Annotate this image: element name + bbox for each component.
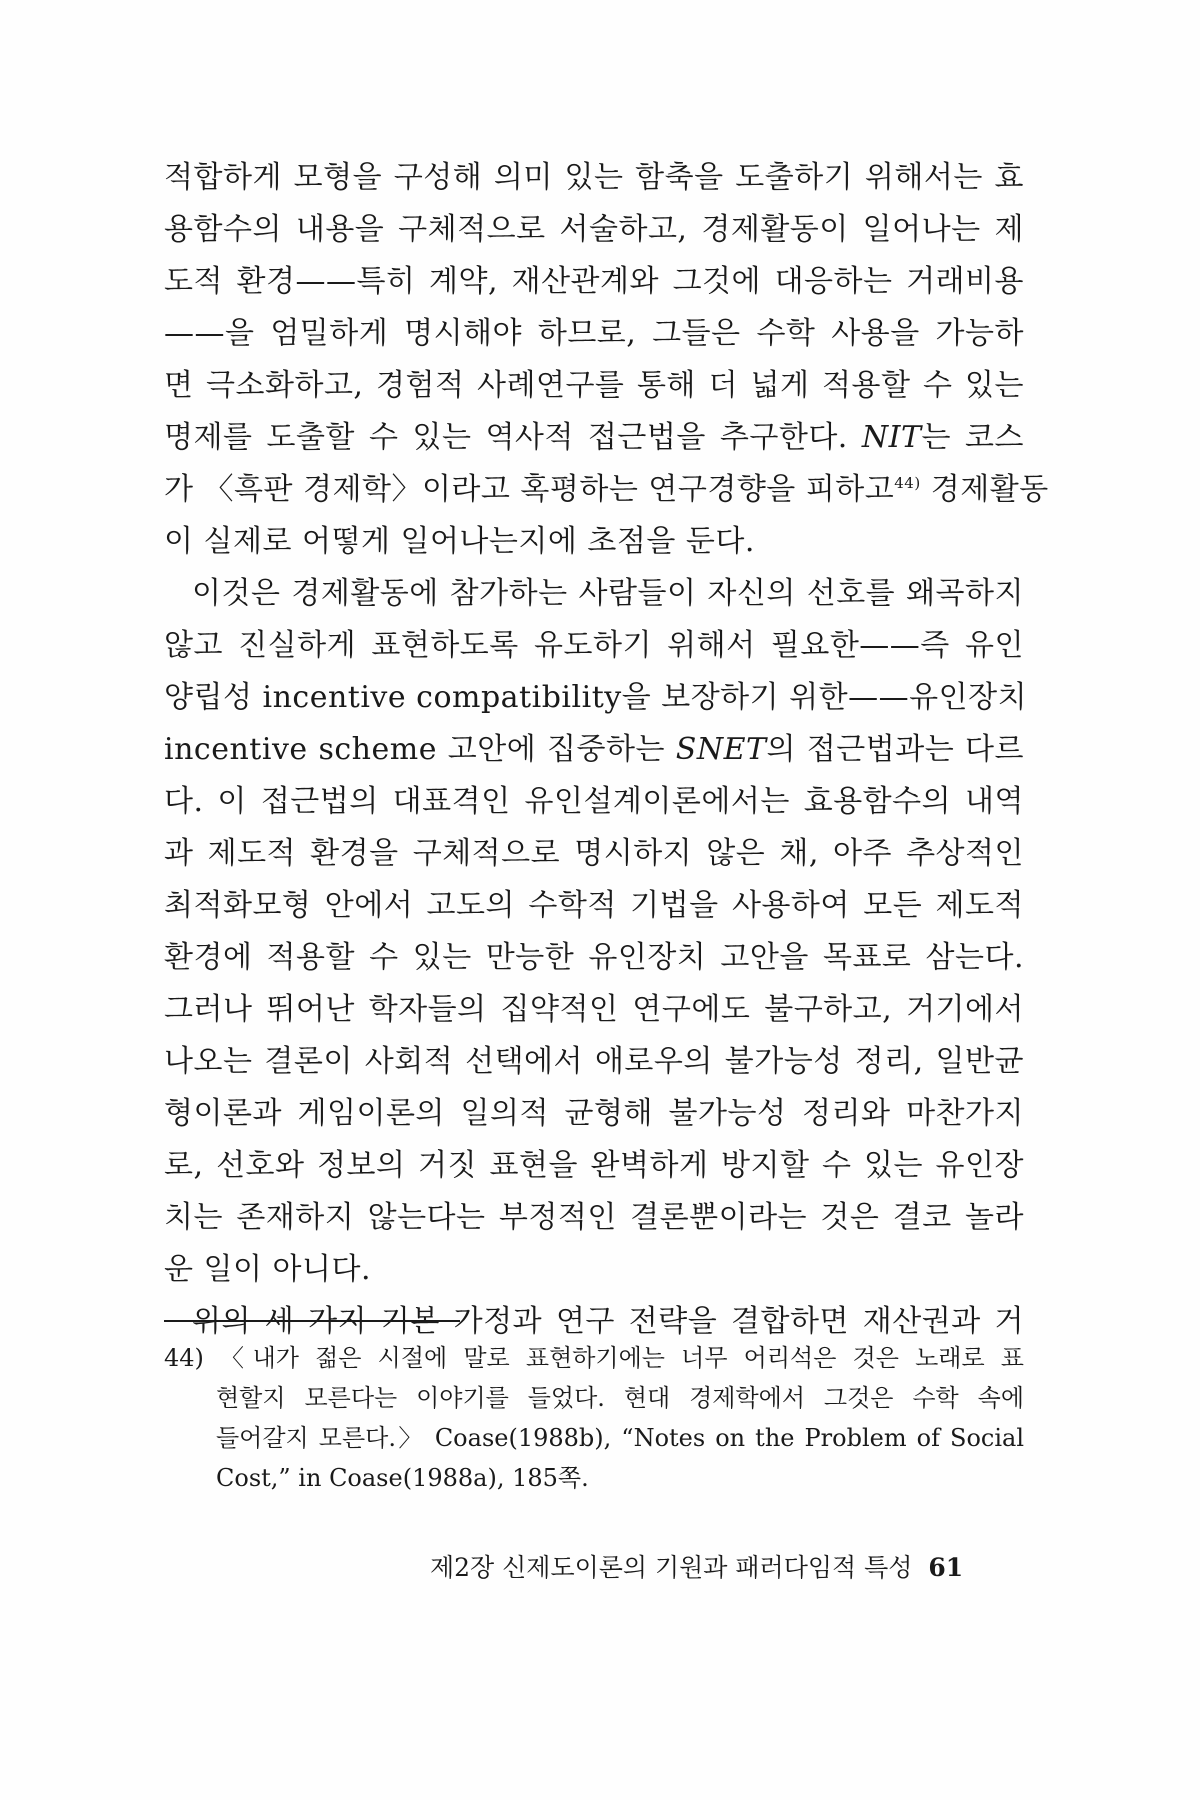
text-line: 위의 세 가지 기본 가정과 연구 전략을 결합하면 재산권과 거 (192, 1304, 1024, 1339)
text-line: 용함수의 내용을 구체적으로 서술하고, 경제활동이 일어나는 제 (164, 212, 1024, 247)
page-number: 61 (928, 1553, 964, 1582)
text-line: ——을 엄밀하게 명시해야 하므로, 그들은 수학 사용을 가능하 (164, 316, 1024, 351)
text-line: 면 극소화하고, 경험적 사례연구를 통해 더 넓게 적용할 수 있는 (164, 368, 1024, 403)
text-line: 그러나 뛰어난 학자들의 집약적인 연구에도 불구하고, 거기에서 (164, 992, 1024, 1027)
text-line: 이 실제로 어떻게 일어나는지에 초점을 둔다. (164, 524, 755, 559)
footnote-reference: 44) (894, 474, 921, 492)
text-segment: 명제를 도출할 수 있는 역사적 접근법을 추구한다. (164, 420, 848, 455)
text-segment: 는 코스 (921, 420, 1024, 455)
text-line: 도적 환경——특히 계약, 재산관계와 그것에 대응하는 거래비용 (164, 264, 1024, 299)
text-segment: incentive scheme 고안에 집중하는 (164, 732, 676, 767)
abbreviation-snet: SNET (675, 732, 767, 767)
running-footer (430, 1550, 1030, 1586)
text-line: 적합하게 모형을 구성해 의미 있는 함축을 도출하기 위해서는 효 (164, 160, 1024, 195)
text-line: 로, 선호와 정보의 거짓 표현을 완벽하게 방지할 수 있는 유인장 (164, 1148, 1024, 1183)
main-text (164, 152, 1049, 1348)
text-line: 나오는 결론이 사회적 선택에서 애로우의 불가능성 정리, 일반균 (164, 1044, 1024, 1079)
text-segment: 의 접근법과는 다르 (766, 732, 1024, 767)
footnote-line: Cost,” in Coase(1988a), 185쪽. (216, 1464, 589, 1492)
text-segment: 가 〈흑판 경제학〉이라고 혹평하는 연구경향을 피하고 (164, 472, 895, 507)
text-line: 환경에 적용할 수 있는 만능한 유인장치 고안을 목표로 삼는다. (164, 940, 1024, 975)
footnote-line: 현할지 모른다는 이야기를 들었다. 현대 경제학에서 그것은 수학 속에 (216, 1384, 1024, 1412)
text-line: 다. 이 접근법의 대표격인 유인설계이론에서는 효용함수의 내역 (164, 784, 1024, 819)
text-line: 운 일이 아니다. (164, 1252, 371, 1287)
abbreviation-nit: NIT (861, 420, 922, 455)
text-line: 치는 존재하지 않는다는 부정적인 결론뿐이라는 것은 결코 놀라 (164, 1200, 1024, 1235)
text-line: 이것은 경제활동에 참가하는 사람들이 자신의 선호를 왜곡하지 (192, 576, 1024, 611)
chapter-title: 제2장 신제도이론의 기원과 패러다임적 특성 (430, 1553, 913, 1582)
text-line (164, 464, 1049, 516)
text-line: 과 제도적 환경을 구체적으로 명시하지 않은 채, 아주 추상적인 (164, 836, 1024, 871)
text-line: 않고 진실하게 표현하도록 유도하기 위해서 필요한——즉 유인 (164, 628, 1024, 663)
footnote-line: 들어갈지 모른다.〉 Coase(1988b), “Notes on the Problem of Social (216, 1424, 1024, 1452)
text-line (164, 412, 1024, 464)
footnote-divider (164, 1320, 460, 1322)
text-line: 양립성 incentive compatibility을 보장하기 위한——유인장치 (164, 680, 1028, 715)
footnote-line: 44) 〈내가 젊은 시절에 말로 표현하기에는 너무 어리석은 것은 노래로 표 (164, 1344, 1024, 1372)
paragraph-1 (164, 152, 1049, 568)
footnote-44 (164, 1338, 1024, 1498)
text-line (164, 724, 1024, 776)
paragraph-2 (164, 568, 1028, 1296)
text-line: 형이론과 게임이론의 일의적 균형해 불가능성 정리와 마찬가지 (164, 1096, 1024, 1131)
text-segment: 경제활동 (920, 472, 1049, 507)
text-line: 최적화모형 안에서 고도의 수학적 기법을 사용하여 모든 제도적 (164, 888, 1024, 923)
